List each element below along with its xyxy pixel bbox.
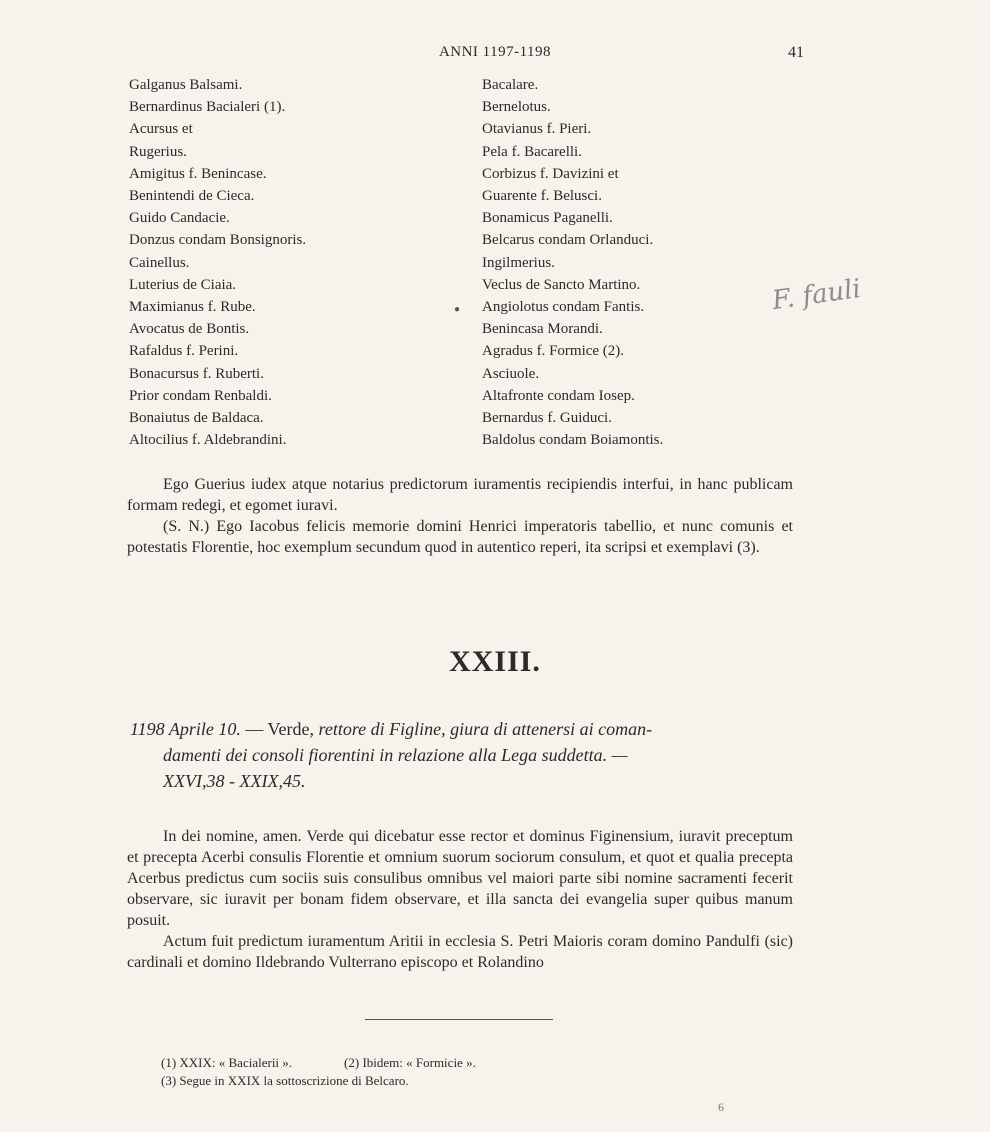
notary-subscription <box>127 474 793 558</box>
name-entry: Ingilmerius. <box>482 254 555 271</box>
document-paragraph: In dei nomine, amen. Verde qui dicebatur esse rector et dominus Figinensium, iuravit preceptum et precepta Acerbi consulis Florentie et omnium suorum sociorum consulum, et quot et qualia precepta Acerbus predictus cum sociis suis consulibus omnibus vel maiori parte sibi nomine sacramenti fecerit observare, sic iuravit per bonam fidem observare, et illa sancta dei evangelia super quibus manum posuit. <box>127 828 793 929</box>
name-entry: Angiolotus condam Fantis. <box>482 299 645 316</box>
regest-date: 1198 Aprile 10. <box>130 719 241 739</box>
name-entry: Bonaiutus de Baldaca. <box>129 410 264 427</box>
name-entry: Donzus condam Bonsignoris. <box>129 232 307 249</box>
name-entry: Asciuole. <box>482 365 540 382</box>
running-head <box>0 44 990 66</box>
regest-text: , rettore di Figline, giura di attenersi ai coman- <box>309 719 653 739</box>
footnote-row <box>161 1072 476 1090</box>
name-entry: Corbizus f. Davizini et <box>482 165 619 182</box>
name-entry: Bernelotus. <box>482 99 551 116</box>
footnote: (1) XXIX: « Bacialerii ». <box>161 1055 293 1070</box>
regest-citation: XXVI,38 - XXIX,45. <box>163 771 306 791</box>
name-entry: Agradus f. Formice (2). <box>482 343 625 360</box>
regest-name: Verde <box>267 719 310 739</box>
name-entry: Rafaldus f. Perini. <box>129 343 239 360</box>
name-entry: Bernardinus Bacialeri (1). <box>129 99 286 116</box>
name-entry: Prior condam Renbaldi. <box>129 387 272 404</box>
name-entry: Guarente f. Belusci. <box>482 188 602 205</box>
regest-line <box>130 716 794 742</box>
name-entry: Amigitus f. Benincase. <box>129 165 267 182</box>
running-title: ANNI 1197-1198 <box>438 44 552 60</box>
names-list-left <box>129 74 306 451</box>
footnotes <box>161 1054 476 1090</box>
name-entry: Galganus Balsami. <box>129 77 243 93</box>
corner-mark: 6 <box>718 1100 724 1114</box>
name-entry: Pela f. Bacarelli. <box>482 143 582 160</box>
notary-paragraph: Ego Guerius iudex atque notarius predictorum iuramentis recipiendis interfui, in hanc publicam formam redegi, et egomet iuravi. <box>127 476 793 514</box>
regest-line: damenti dei consoli fiorentini in relazione alla Lega suddetta. — <box>163 745 628 765</box>
name-entry: Acursus et <box>129 121 193 138</box>
section-number: XXIII. <box>449 645 541 678</box>
name-entry: Bonamicus Paganelli. <box>482 210 613 227</box>
name-entry: Altafronte condam Iosep. <box>482 387 635 404</box>
name-entry: Bacalare. <box>482 77 539 93</box>
regest-dash: — <box>240 719 268 739</box>
name-entry: Avocatus de Bontis. <box>129 321 250 338</box>
name-entry: Veclus de Sancto Martino. <box>482 276 641 293</box>
name-entry: Luterius de Ciaia. <box>129 276 237 293</box>
footnote: (3) Segue in XXIX la sottoscrizione di Belcaro. <box>161 1073 409 1088</box>
name-entry: Maximianus f. Rube. <box>129 299 256 316</box>
name-entry: Rugerius. <box>129 143 187 160</box>
margin-bullet-icon: ● <box>454 304 461 315</box>
name-entry: Benincasa Morandi. <box>482 321 603 338</box>
name-entry: Baldolus condam Boiamontis. <box>482 432 664 449</box>
name-entry: Altocilius f. Aldebrandini. <box>129 432 287 449</box>
name-entry: Bonacursus f. Ruberti. <box>129 365 264 382</box>
name-entry: Otavianus f. Pieri. <box>482 121 592 138</box>
regest-summary <box>130 716 794 794</box>
footnote-row <box>161 1054 476 1072</box>
notary-paragraph: (S. N.) Ego Iacobus felicis memorie domini Henrici imperatoris tabellio, et nunc comunis et potestatis Florentie, hoc exemplum secundum quod in autentico reperi, ita scripsi et exemplavi (3). <box>127 518 793 556</box>
name-entry: Belcarus condam Orlanduci. <box>482 232 654 249</box>
name-entry: Benintendi de Cieca. <box>129 188 255 205</box>
page-number: 41 <box>788 44 804 61</box>
handwritten-margin-note: F. fauli <box>770 273 863 317</box>
name-entry: Cainellus. <box>129 254 190 271</box>
document-paragraph: Actum fuit predictum iuramentum Aritii in ecclesia S. Petri Maioris coram domino Pandulfi (sic) cardinali et domino Ildebrando Vulterrano episcopo et Rolandino <box>127 933 793 971</box>
document-body <box>127 826 793 973</box>
names-list-right <box>482 74 663 451</box>
name-entry: Guido Candacie. <box>129 210 230 227</box>
footnote: (2) Ibidem: « Formicie ». <box>344 1055 476 1070</box>
footnote-divider <box>365 1019 553 1020</box>
name-entry: Bernardus f. Guiduci. <box>482 410 612 427</box>
